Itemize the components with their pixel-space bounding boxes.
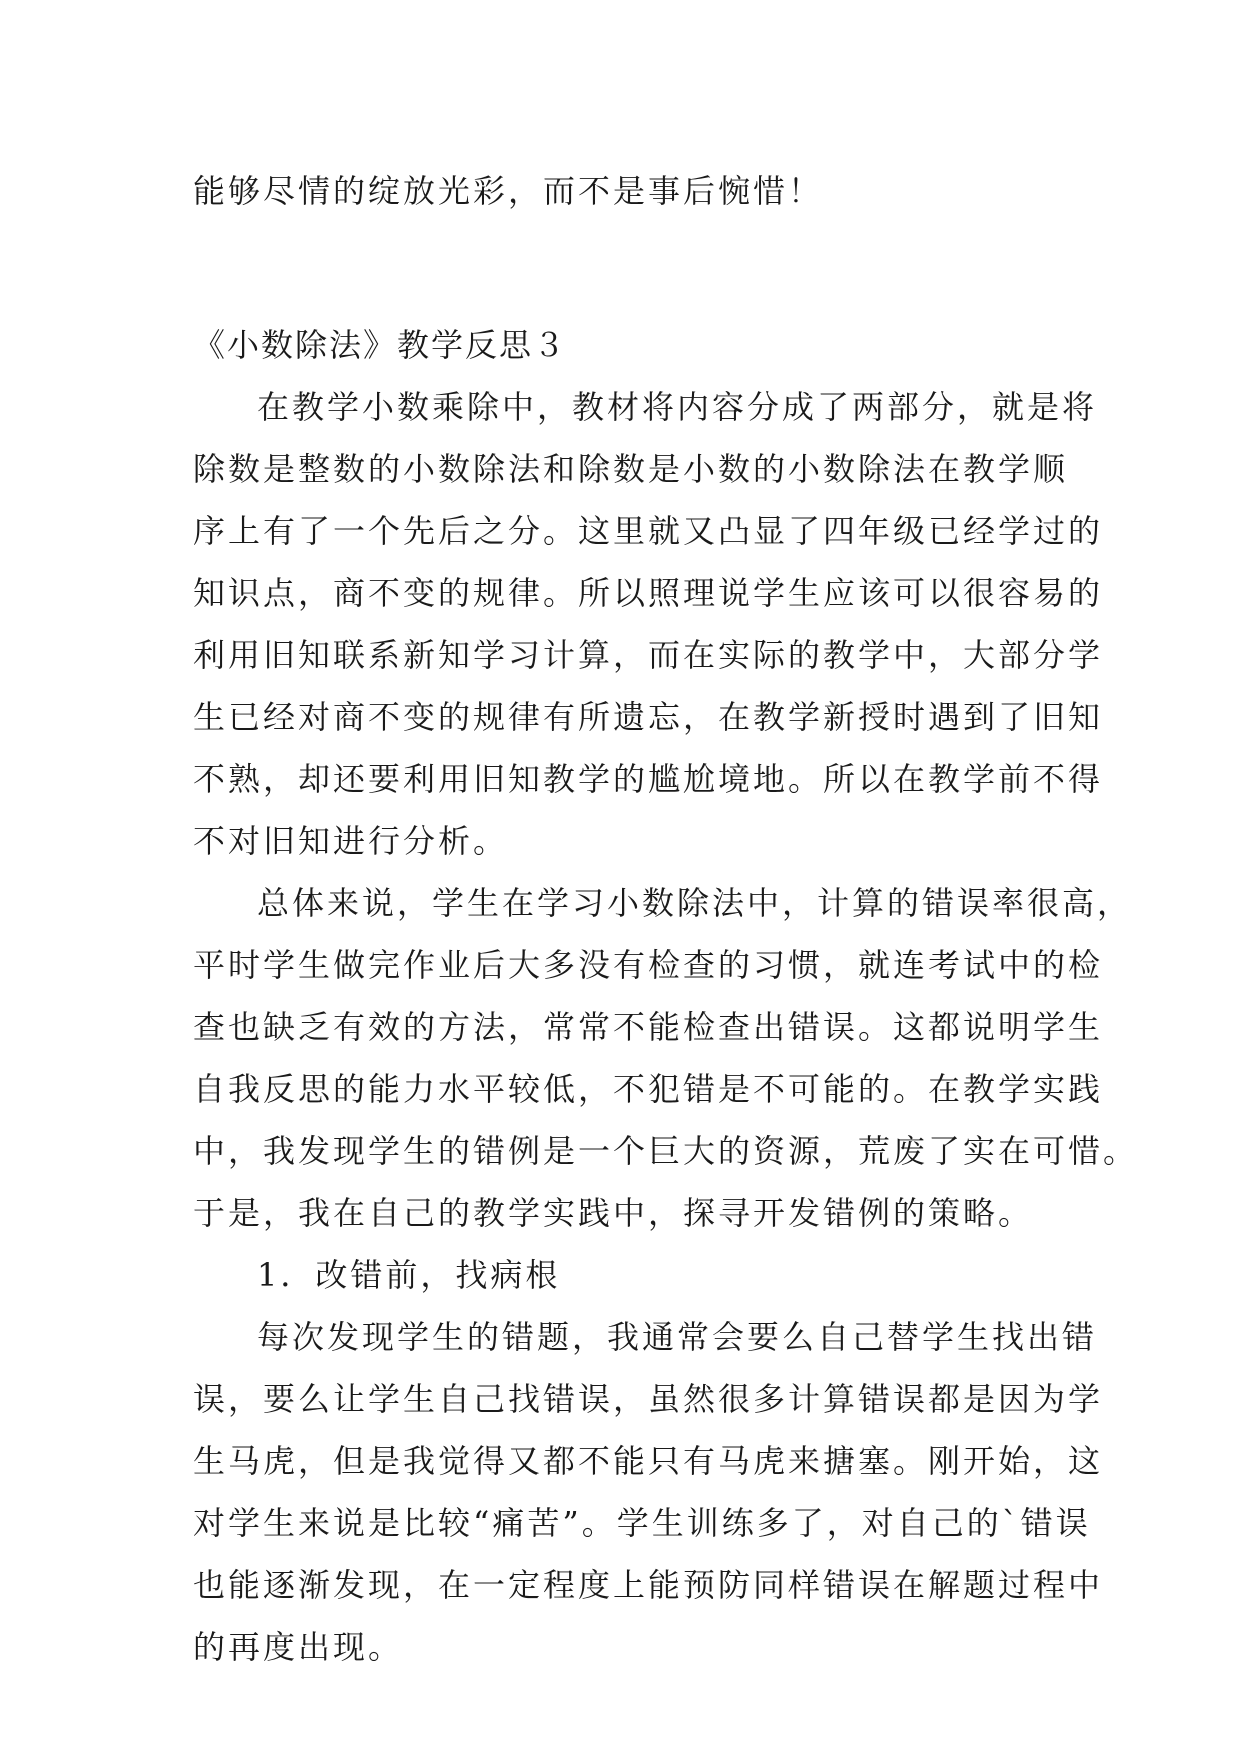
paragraph-line: 每次发现学生的错题，我通常会要么自己替学生找出错 xyxy=(257,1318,1098,1356)
paragraph-line: 在教学小数乘除中，教材将内容分成了两部分，就是将 xyxy=(257,388,1098,426)
paragraph-line: 总体来说，学生在学习小数除法中，计算的错误率很高， xyxy=(257,884,1133,922)
subheading: 1．改错前，找病根 xyxy=(257,1256,561,1294)
paragraph-line: 利用旧知联系新知学习计算，而在实际的教学中，大部分学 xyxy=(193,636,1104,674)
paragraph-line: 误，要么让学生自己找错误，虽然很多计算错误都是因为学 xyxy=(193,1380,1104,1418)
paragraph-2 xyxy=(193,872,1139,1244)
paragraph-line: 不熟，却还要利用旧知教学的尴尬境地。所以在教学前不得 xyxy=(193,760,1104,798)
paragraph-3 xyxy=(193,1306,1104,1678)
paragraph-line: 于是，我在自己的教学实践中，探寻开发错例的策略。 xyxy=(193,1194,1034,1232)
paragraph-line: 生马虎，但是我觉得又都不能只有马虎来搪塞。刚开始，这 xyxy=(193,1442,1104,1480)
paragraph-line: 查也缺乏有效的方法，常常不能检查出错误。这都说明学生 xyxy=(193,1008,1104,1046)
paragraph-line: 生已经对商不变的规律有所遗忘，在教学新授时遇到了旧知 xyxy=(193,698,1104,736)
paragraph-1 xyxy=(193,376,1104,872)
paragraph-line: 不对旧知进行分析。 xyxy=(193,822,509,860)
section-title: 《小数除法》教学反思３ xyxy=(193,326,568,364)
paragraph-line: 中，我发现学生的错例是一个巨大的资源，荒废了实在可惜。 xyxy=(193,1132,1139,1170)
lead-line: 能够尽情的绽放光彩，而不是事后惋惜！ xyxy=(193,172,824,210)
section-gap xyxy=(193,222,1053,314)
paragraph-line: 除数是整数的小数除法和除数是小数的小数除法在教学顺 xyxy=(193,450,1069,488)
paragraph-line: 的再度出现。 xyxy=(193,1628,404,1666)
paragraph-line: 对学生来说是比较“痛苦”。学生训练多了，对自己的`错误 xyxy=(193,1504,1091,1542)
paragraph-line: 知识点，商不变的规律。所以照理说学生应该可以很容易的 xyxy=(193,574,1104,612)
paragraph-line: 自我反思的能力水平较低，不犯错是不可能的。在教学实践 xyxy=(193,1070,1104,1108)
document-body xyxy=(193,160,1139,1678)
paragraph-line: 序上有了一个先后之分。这里就又凸显了四年级已经学过的 xyxy=(193,512,1104,550)
paragraph-line: 也能逐渐发现，在一定程度上能预防同样错误在解题过程中 xyxy=(193,1566,1104,1604)
paragraph-line: 平时学生做完作业后大多没有检查的习惯，就连考试中的检 xyxy=(193,946,1104,984)
